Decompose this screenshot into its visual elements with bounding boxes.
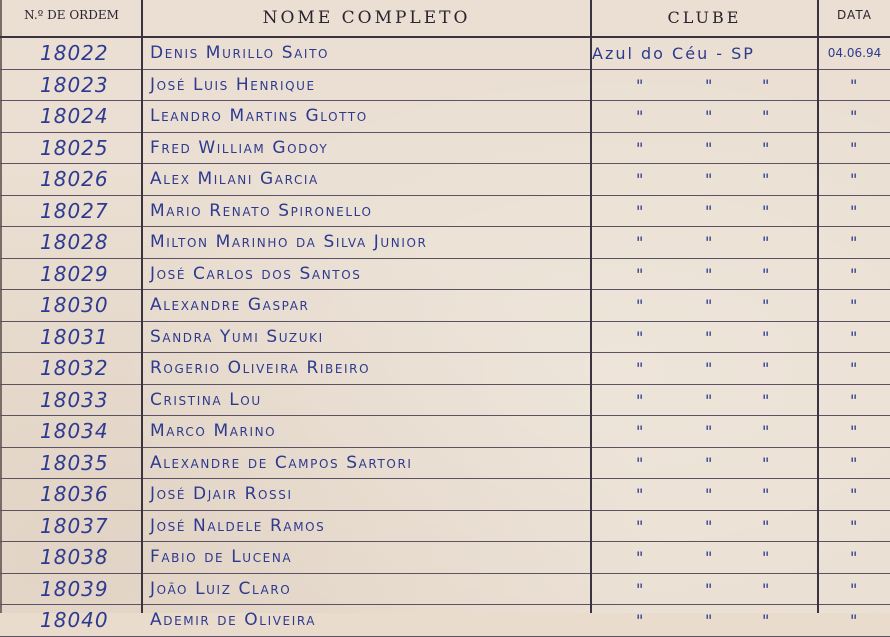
ledger-row — [0, 101, 890, 133]
ledger-row — [0, 259, 890, 291]
ledger-row — [0, 196, 890, 228]
ditto-mark: " — [636, 390, 644, 410]
ledger-row — [0, 479, 890, 511]
ditto-mark: " — [636, 422, 644, 441]
ditto-mark: " — [762, 170, 770, 189]
full-name: Cristina Lou — [150, 389, 262, 410]
ditto-mark: " — [705, 579, 713, 599]
ditto-mark: " — [636, 485, 644, 504]
ditto-mark: " — [850, 327, 858, 347]
club-name: Azul do Céu - SP — [592, 43, 755, 63]
ditto-mark: " — [705, 422, 713, 441]
ditto-mark: " — [762, 485, 770, 504]
ledger-row — [0, 385, 890, 417]
ordem-number: 18028 — [40, 230, 109, 255]
ditto-mark: " — [850, 453, 858, 473]
ditto-mark: " — [705, 516, 713, 536]
ditto-mark: " — [850, 296, 858, 315]
full-name: Rogerio Oliveira Ribeiro — [150, 358, 371, 379]
full-name: Ademir de Oliveira — [150, 610, 317, 631]
ditto-mark: " — [636, 548, 644, 567]
ordem-number: 18023 — [40, 72, 109, 97]
ditto-mark: " — [762, 359, 770, 378]
ledger-rows — [0, 38, 890, 637]
ditto-mark: " — [850, 75, 858, 95]
ditto-mark: " — [850, 264, 858, 284]
ditto-mark: " — [850, 233, 858, 252]
ditto-mark: " — [636, 611, 644, 630]
column-divider — [141, 0, 143, 613]
ditto-mark: " — [705, 296, 713, 315]
ledger-row — [0, 164, 890, 196]
ledger-row — [0, 133, 890, 165]
ditto-mark: " — [762, 138, 770, 158]
ditto-mark: " — [850, 138, 858, 158]
ditto-mark: " — [762, 233, 770, 252]
ditto-mark: " — [762, 107, 770, 126]
ditto-mark: " — [850, 516, 858, 536]
column-divider — [817, 0, 819, 613]
full-name: José Luis Henrique — [150, 74, 316, 95]
ditto-mark: " — [762, 296, 770, 315]
ordem-number: 18040 — [40, 608, 109, 633]
ditto-mark: " — [850, 422, 858, 441]
ordem-number: 18027 — [40, 198, 109, 223]
ditto-mark: " — [762, 611, 770, 630]
ditto-mark: " — [850, 485, 858, 504]
ditto-mark: " — [762, 264, 770, 284]
entry-date: 04.06.94 — [827, 46, 882, 61]
ledger-row — [0, 353, 890, 385]
ledger-row — [0, 290, 890, 322]
ditto-mark: " — [636, 170, 644, 189]
ledger-row — [0, 322, 890, 354]
full-name: Fabio de Lucena — [150, 547, 293, 568]
ditto-mark: " — [636, 138, 644, 158]
ditto-mark: " — [705, 264, 713, 284]
ordem-number: 18034 — [40, 419, 109, 444]
ordem-number: 18033 — [40, 387, 109, 412]
ordem-number: 18038 — [40, 545, 109, 570]
ditto-mark: " — [636, 516, 644, 536]
ledger-row — [0, 605, 890, 637]
ditto-mark: " — [762, 422, 770, 441]
ditto-mark: " — [850, 579, 858, 599]
ditto-mark: " — [636, 233, 644, 252]
ledger-row — [0, 70, 890, 102]
ditto-mark: " — [762, 390, 770, 410]
full-name: Mario Renato Spironello — [150, 200, 373, 221]
ditto-mark: " — [705, 107, 713, 126]
ditto-mark: " — [705, 485, 713, 504]
ordem-number: 18031 — [40, 324, 109, 349]
full-name: José Djair Rossi — [150, 484, 293, 505]
ditto-mark: " — [850, 201, 858, 221]
ledger-row — [0, 227, 890, 259]
ditto-mark: " — [705, 359, 713, 378]
ditto-mark: " — [636, 359, 644, 378]
ordem-number: 18039 — [40, 576, 109, 601]
ditto-mark: " — [850, 170, 858, 189]
full-name: Fred William Godoy — [150, 137, 329, 158]
ordem-number: 18022 — [40, 41, 109, 66]
full-name: José Carlos dos Santos — [150, 263, 362, 284]
ordem-number: 18024 — [40, 104, 109, 129]
ordem-number: 18037 — [40, 513, 109, 538]
ditto-mark: " — [762, 327, 770, 347]
ditto-mark: " — [636, 296, 644, 315]
ditto-mark: " — [762, 548, 770, 567]
header-data: DATA — [837, 8, 872, 22]
full-name: Alex Milani Garcia — [150, 169, 319, 190]
ditto-mark: " — [636, 75, 644, 95]
ditto-mark: " — [850, 359, 858, 378]
ditto-mark: " — [762, 453, 770, 473]
ledger-row — [0, 511, 890, 543]
ditto-mark: " — [762, 201, 770, 221]
ditto-mark: " — [850, 390, 858, 410]
ditto-mark: " — [762, 516, 770, 536]
ditto-mark: " — [705, 453, 713, 473]
ordem-number: 18032 — [40, 356, 109, 381]
ordem-number: 18030 — [40, 293, 109, 318]
header-clube: CLUBE — [667, 8, 742, 27]
ditto-mark: " — [705, 548, 713, 567]
ditto-mark: " — [636, 107, 644, 126]
ledger-row — [0, 38, 890, 70]
full-name: Milton Marinho da Silva Junior — [150, 232, 428, 253]
ditto-mark: " — [705, 233, 713, 252]
full-name: João Luiz Claro — [150, 578, 292, 599]
ledger-row — [0, 448, 890, 480]
ditto-mark: " — [850, 611, 858, 630]
ditto-mark: " — [762, 579, 770, 599]
ditto-mark: " — [850, 107, 858, 126]
ditto-mark: " — [705, 201, 713, 221]
ledger-row — [0, 542, 890, 574]
header-nome: NOME COMPLETO — [262, 8, 471, 28]
header-ordem: N.º DE ORDEM — [24, 8, 119, 22]
ledger-row — [0, 416, 890, 448]
ditto-mark: " — [636, 264, 644, 284]
full-name: Denis Murillo Saito — [150, 43, 330, 64]
ditto-mark: " — [705, 75, 713, 95]
column-divider — [590, 0, 592, 613]
ditto-mark: " — [705, 611, 713, 630]
full-name: Sandra Yumi Suzuki — [150, 326, 324, 347]
full-name: Marco Marino — [150, 421, 277, 442]
ditto-mark: " — [705, 170, 713, 189]
ditto-mark: " — [636, 201, 644, 221]
ditto-mark: " — [636, 327, 644, 347]
ordem-number: 18025 — [40, 135, 109, 160]
full-name: José Naldele Ramos — [150, 515, 326, 536]
ordem-number: 18026 — [40, 167, 109, 192]
ditto-mark: " — [636, 453, 644, 473]
full-name: Leandro Martins Glotto — [150, 106, 368, 127]
ordem-number: 18029 — [40, 261, 109, 286]
full-name: Alexandre Gaspar — [150, 295, 310, 316]
ordem-number: 18036 — [40, 482, 109, 507]
ledger-header — [0, 0, 890, 38]
ordem-number: 18035 — [40, 450, 109, 475]
ditto-mark: " — [705, 390, 713, 410]
ditto-mark: " — [762, 75, 770, 95]
ditto-mark: " — [636, 579, 644, 599]
ledger-row — [0, 574, 890, 606]
ditto-mark: " — [850, 548, 858, 567]
ditto-mark: " — [705, 138, 713, 158]
ditto-mark: " — [705, 327, 713, 347]
full-name: Alexandre de Campos Sartori — [150, 452, 413, 473]
